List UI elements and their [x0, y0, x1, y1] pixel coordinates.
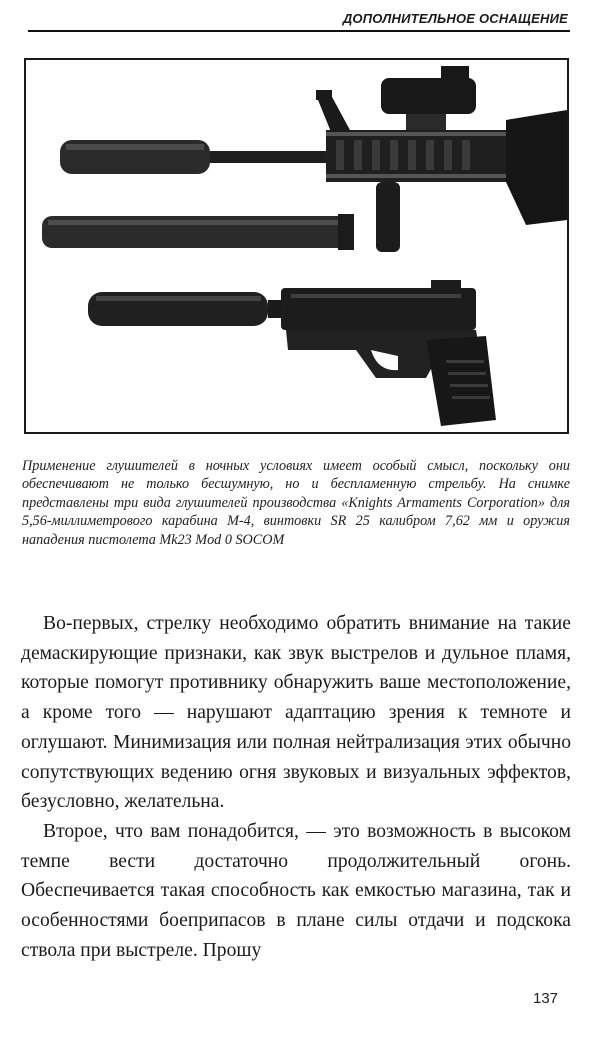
pistol-suppressor — [88, 292, 284, 326]
carbine-suppressor — [60, 140, 345, 174]
suppressors-illustration — [26, 60, 567, 432]
rifle-suppressor — [42, 214, 354, 250]
suppressors-photo — [24, 58, 569, 434]
figure-caption: Применение глушителей в ночных условиях имеет особый смысл, поскольку они обеспечивают не только бесшумную, но и беспламенную стрельбу. На снимке представлены три вида глушителей производства «Knights Armaments Corporation» для 5,56-миллиметрового карабина М-4, винтовки SR 25 калибром 7,62 мм и оружия нападения пистолета Mk23 Mod 0 SOCOM — [22, 458, 570, 548]
paragraph: Второе, что вам понадобится, — это возможность в высоком темпе вести достаточно продолжительный огонь. Обеспечивается такая способность как емкостью магазина, так и особенностями боеприпасов в плане силы отдачи и подскока ствола при выстреле. Прошу — [21, 820, 571, 961]
paragraph: Во-первых, стрелку необходимо обратить внимание на такие демаскирующие признаки, как звук выстрелов и дульное пламя, которые помогут противнику обнаружить ваше местоположение, а кроме того — нарушают адаптацию зрения к темноте и оглушают. Минимизация или полная нейтрализация этих обычно сопутствующих ведению огня звуковых и визуальных эффектов, безусловно, желательна. — [21, 613, 571, 813]
page-number: 137 — [533, 990, 559, 1007]
main-text — [21, 609, 571, 965]
running-header — [28, 6, 570, 32]
pistol-mk23 — [281, 280, 496, 426]
header-title: ДОПОЛНИТЕЛЬНОЕ ОСНАЩЕНИЕ — [342, 11, 568, 26]
